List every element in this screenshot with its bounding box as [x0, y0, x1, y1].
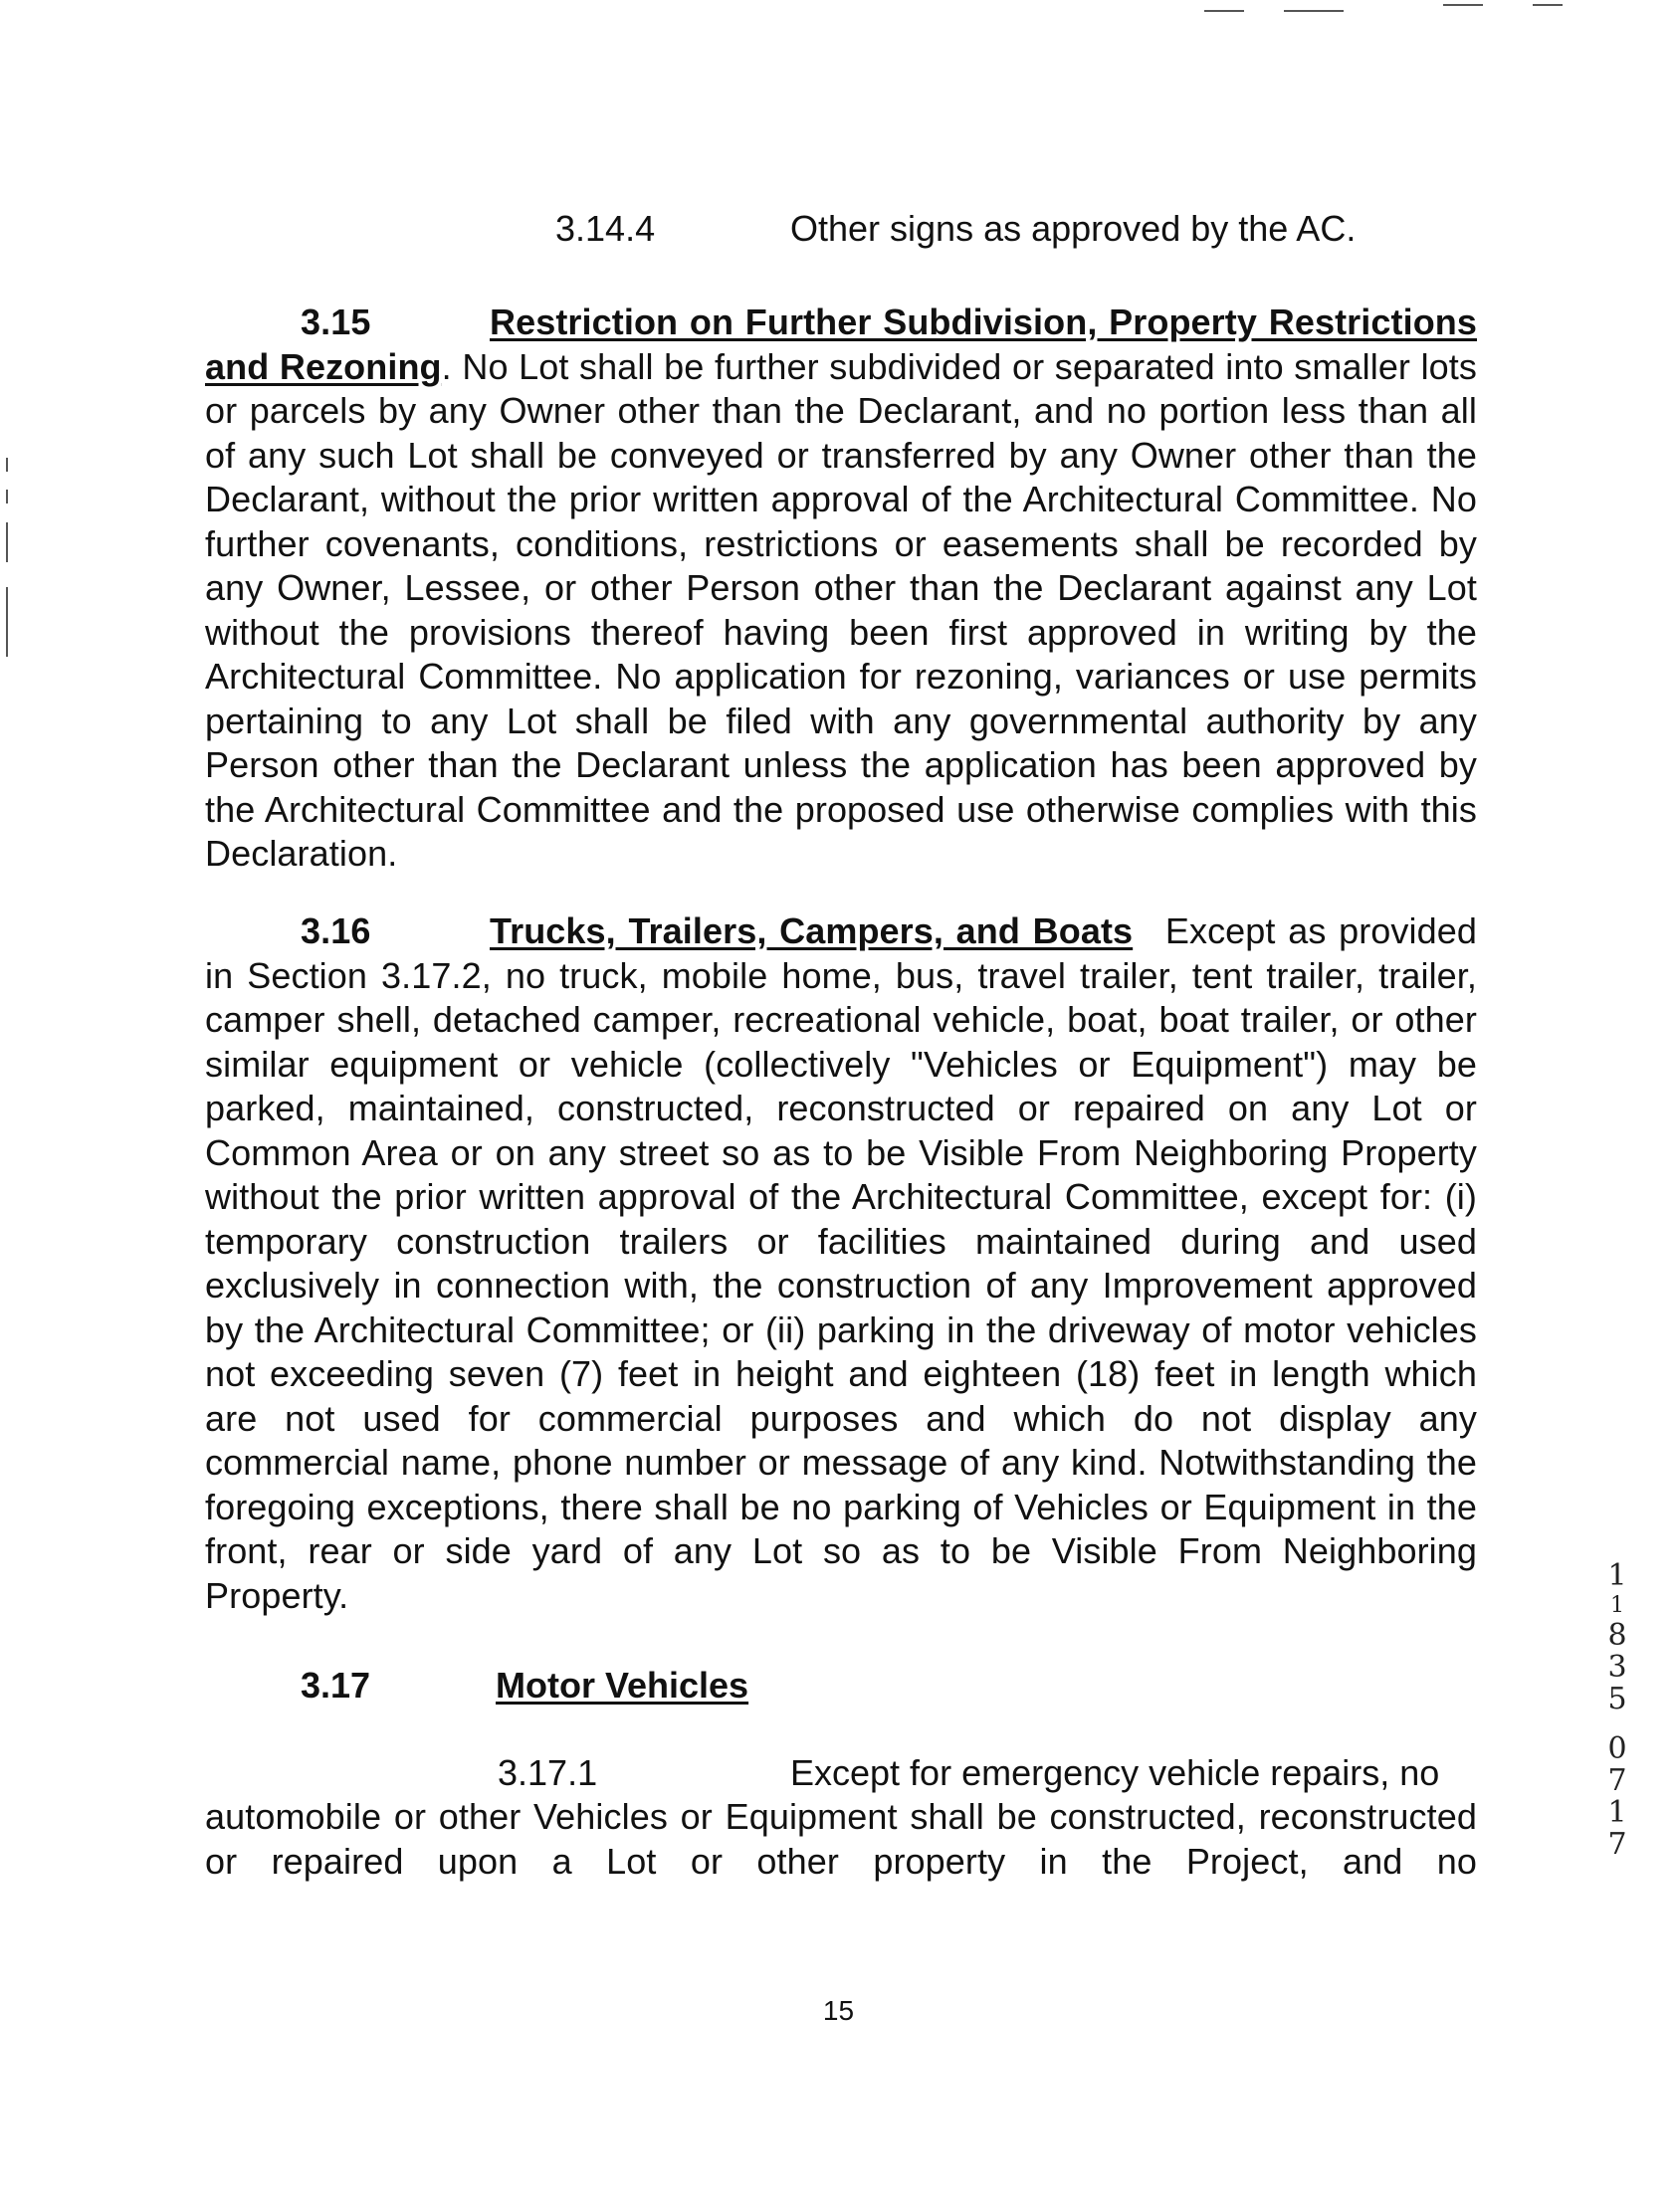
item-3-17-1-body — [205, 1795, 1477, 1884]
section-body: Except as provided in Section 3.17.2, no truck, mobile home, bus, travel trailer, tent trailer, trailer, camper shell, detached camper, recreational vehicle, boat, boat trailer, or other similar equipment or vehicle (collectively "Vehicles or Equipment") may be parked, maintained, constructed, reconstructed or repaired on any Lot or Common Area or on any street so as to be Visible From Neighboring Property without the prior written approval of the Architectural Committee, except for: (i) temporary construction trailers or facilities maintained during and used exclusively in connection with, the construction of any Improvement approved by the Architectural Committee; or (ii) parking in the driveway of motor vehicles not exceeding seven (7) feet in height and eighteen (18) feet in length which are not used for commercial purposes and which do not display any commercial name, phone number or message of any kind. Notwithstanding the foregoing exceptions, there shall be no parking of Vehicles or Equipment in the front, rear or side yard of any Lot so as to be Visible From Neighboring Property. — [205, 910, 1477, 1616]
section-number: 3.17 — [301, 1665, 371, 1706]
scan-artifact-left — [6, 587, 8, 657]
stamp-digit: 1 — [1610, 1593, 1624, 1618]
stamp-digit: 1 — [1607, 1558, 1627, 1593]
stamp-digit: 7 — [1607, 1827, 1627, 1862]
item-3-14-4 — [555, 207, 1356, 251]
item-first-line: Except for emergency vehicle repairs, no — [790, 1752, 1440, 1793]
page-number: 15 — [822, 1995, 855, 2026]
item-text: Other signs as approved by the AC. — [790, 208, 1357, 249]
section-3-17 — [301, 1664, 748, 1708]
stamp-digit: 0 — [1607, 1731, 1627, 1766]
item-number: 3.17.1 — [498, 1752, 598, 1793]
item-body: automobile or other Vehicles or Equipment shall be constructed, reconstructed or repaired upon a Lot or other property in the Project, and no — [205, 1796, 1477, 1882]
section-heading-end: . — [441, 345, 452, 387]
stamp-digit: 5 — [1607, 1682, 1627, 1716]
section-number: 3.16 — [301, 910, 371, 951]
stamp-digit: 3 — [1607, 1650, 1627, 1685]
scan-artifact-left — [6, 522, 8, 562]
scan-artifact-top — [1533, 4, 1563, 6]
stamp-digit: 8 — [1607, 1618, 1627, 1653]
stamp-digit: 1 — [1607, 1795, 1627, 1830]
item-number: 3.14.4 — [555, 208, 656, 249]
section-heading: Trucks, Trailers, Campers, and Boats — [490, 910, 1134, 951]
scan-artifact-top — [1204, 10, 1244, 12]
scan-artifact-top — [1284, 10, 1344, 12]
section-heading: Restriction on Further Subdivision, Property Restrictions and Rezoning — [205, 302, 1477, 387]
item-3-17-1-first-line — [498, 1751, 1439, 1795]
section-body: No Lot shall be further subdivided or separated into smaller lots or parcels by any Owner other than the Declarant, and no portion less than all of any such Lot shall be conveyed or transferred by any Owner other than the Declarant, without the prior written approval of the Architectural Committee. No further covenants, conditions, restrictions or easements shall be recorded by any Owner, Lessee, or other Person other than the Declarant against any Lot without the provisions thereof having been first approved in writing by the Architectural Committee. No application for rezoning, variances or use permits pertaining to any Lot shall be filed with any governmental authority by any Person other than the Declarant unless the application has been approved by the Architectural Committee and the proposed use otherwise complies with this Declaration. — [205, 345, 1478, 874]
margin-stamp — [1604, 1560, 1630, 1861]
scan-artifact-left — [6, 458, 8, 472]
section-3-15 — [205, 301, 1477, 877]
section-heading: Motor Vehicles — [496, 1665, 749, 1706]
scan-artifact-top — [1443, 4, 1483, 6]
section-3-16 — [205, 909, 1477, 1618]
scan-artifact-left — [6, 490, 8, 503]
section-number: 3.15 — [301, 302, 371, 342]
stamp-digit: 7 — [1607, 1763, 1627, 1798]
